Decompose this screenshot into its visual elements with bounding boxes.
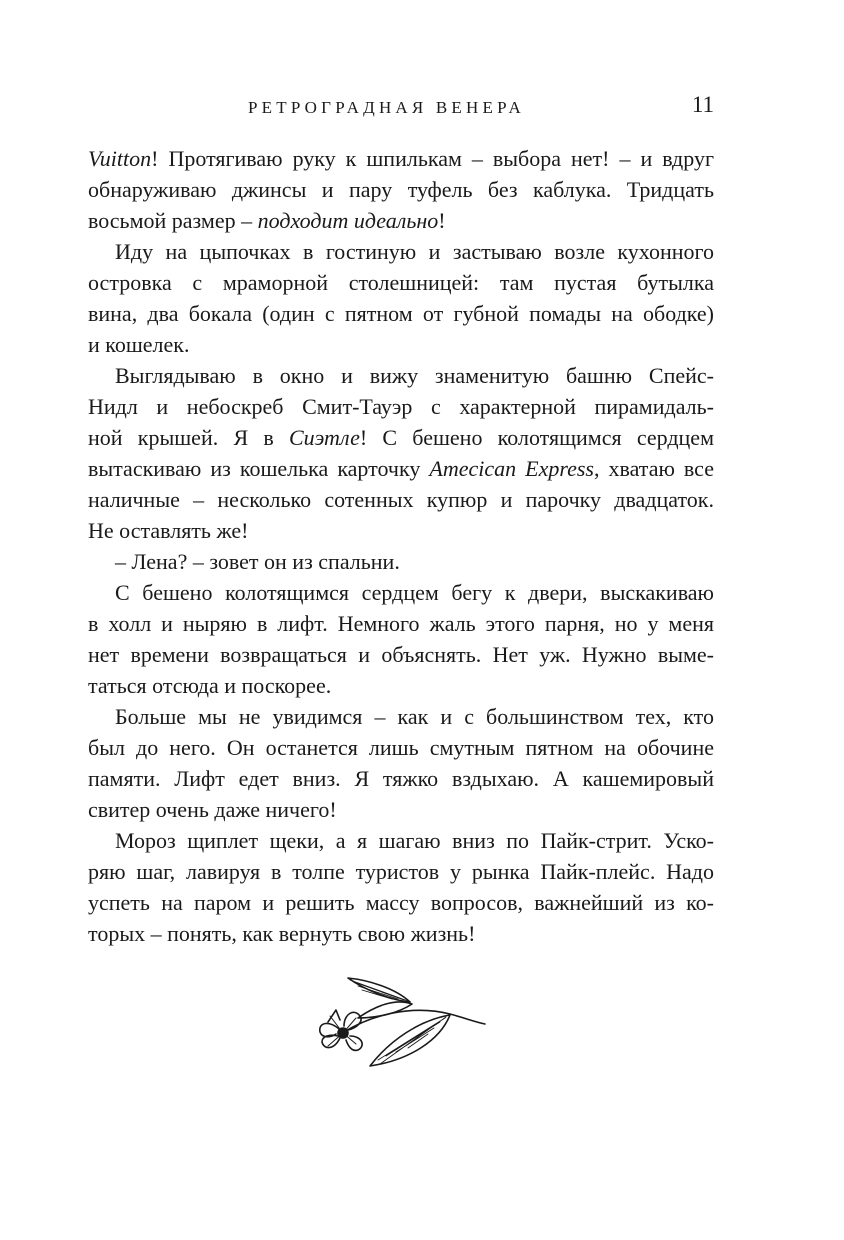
text-run: нет времени возвращаться и объяснять. Нет уж. Нужно выме- [88,642,714,667]
text-line [88,670,714,701]
text-line [88,794,714,825]
text-run: вытаскиваю из кошелька карточку [88,456,430,481]
text-run: в холл и ныряю в лифт. Немного жаль этого парня, но у меня [88,611,714,636]
text-line [88,236,714,267]
text-run: свитер очень даже ничего! [88,797,337,822]
text-run: ! [438,208,446,233]
text-line [88,360,714,391]
text-run: Не оставлять же! [88,518,249,543]
text-line [88,918,714,949]
text-run: был до него. Он останется лишь смутным пятном на обочине [88,735,714,760]
text-line [88,484,714,515]
text-line [88,825,714,856]
text-run: , хватаю все [593,456,714,481]
text-line [88,608,714,639]
text-run: ! Протягиваю руку к шпилькам – выбора нет! – и вдруг [151,146,714,171]
text-run: Больше мы не увидимся – как и с большинством тех, кто [115,704,714,729]
text-line [88,515,714,546]
text-run: успеть на паром и решить массу вопросов, важнейший из ко- [88,890,714,915]
text-line [88,143,714,174]
text-run: восьмой размер – [88,208,258,233]
text-line [88,174,714,205]
text-run: – Лена? – зовет он из спальни. [115,549,400,574]
text-line [88,422,714,453]
text-line [88,856,714,887]
text-run: наличные – несколько сотенных купюр и парочку двадцаток. [88,487,714,512]
text-line [88,205,714,236]
text-run: Мороз щиплет щеки, а я шагаю вниз по Пайк-стрит. Уско- [115,828,714,853]
running-title: РЕТРОГРАДНАЯ ВЕНЕРА [248,98,526,117]
text-run: Выглядываю в окно и вижу знаменитую башню Спейс- [115,363,714,388]
text-line [88,391,714,422]
text-run: вина, два бокала (один с пятном от губной помады на ободке) [88,301,714,326]
text-run: ряю шаг, лавируя в толпе туристов у рынка Пайк-плейс. Надо [88,859,714,884]
text-run: таться отсюда и поскорее. [88,673,332,698]
text-line [88,701,714,732]
text-line [88,267,714,298]
text-line [88,732,714,763]
text-run: С бешено колотящимся сердцем бегу к двери, выскакиваю [115,580,714,605]
body-text [88,143,714,949]
text-run: торых – понять, как вернуть свою жизнь! [88,921,476,946]
italic-text: Vuitton [88,146,152,171]
flower-branch-icon [300,970,490,1080]
page-number: 11 [691,92,714,117]
italic-text: Сиэтле [288,425,360,450]
text-line [88,639,714,670]
text-line [88,329,714,360]
italic-text: подходит идеально [257,208,439,233]
text-run: островка с мраморной столешницей: там пустая бутылка [88,270,714,295]
text-run: ной крышей. Я в [88,425,289,450]
text-line [88,577,714,608]
text-line [88,887,714,918]
italic-text: Amecican Express [429,456,594,481]
text-run: и кошелек. [88,332,190,357]
text-run: памяти. Лифт едет вниз. Я тяжко вздыхаю. А кашемировый [88,766,714,791]
text-run: обнаруживаю джинсы и пару туфель без каблука. Тридцать [88,177,714,202]
text-line [88,763,714,794]
text-run: Иду на цыпочках в гостиную и застываю возле кухонного [115,239,714,264]
text-line [88,546,714,577]
text-line [88,298,714,329]
text-run: ! С бешено колотящимся сердцем [359,425,714,450]
text-run: Нидл и небоскреб Смит-Тауэр с характерной пирамидаль- [88,394,714,419]
text-line [88,453,714,484]
